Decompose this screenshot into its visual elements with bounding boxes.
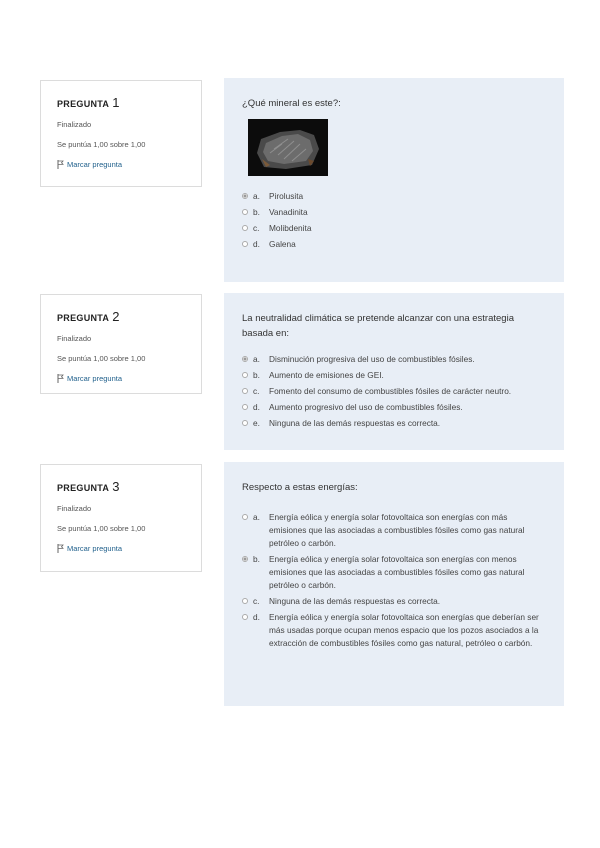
radio-icon[interactable] xyxy=(242,372,248,378)
answer-letter: a. xyxy=(253,191,260,201)
answer-letter: b. xyxy=(253,207,260,217)
question-info-3 xyxy=(40,464,202,572)
answer-option[interactable] xyxy=(242,511,546,550)
radio-icon[interactable] xyxy=(242,241,248,247)
flag-icon xyxy=(57,544,64,553)
question-title: PREGUNTA 3 xyxy=(57,479,120,494)
answer-option[interactable] xyxy=(242,417,546,430)
answer-option[interactable] xyxy=(242,222,546,235)
question-title: PREGUNTA 2 xyxy=(57,309,120,324)
answer-text: Ninguna de las demás respuestas es correcta. xyxy=(269,418,441,428)
radio-icon[interactable] xyxy=(242,225,248,231)
question-grade: Se puntúa 1,00 sobre 1,00 xyxy=(57,524,146,533)
answer-text: Vanadinita xyxy=(269,207,308,217)
radio-icon[interactable] xyxy=(242,404,248,410)
answer-text: Molibdenita xyxy=(269,223,312,233)
answer-text: Ninguna de las demás respuestas es correcta. xyxy=(269,596,441,606)
question-title: PREGUNTA 1 xyxy=(57,95,120,110)
answer-option[interactable] xyxy=(242,190,546,203)
flag-icon xyxy=(57,374,64,383)
answer-option[interactable] xyxy=(242,611,546,650)
flag-question-label: Marcar pregunta xyxy=(67,374,123,383)
answer-text: Aumento progresivo del uso de combustibles fósiles. xyxy=(269,402,463,412)
flag-question-link[interactable] xyxy=(57,374,187,383)
answer-list xyxy=(242,190,546,251)
answer-letter: c. xyxy=(253,596,260,606)
answer-letter: c. xyxy=(253,386,260,396)
question-content-1 xyxy=(224,78,564,282)
answer-letter: e. xyxy=(253,418,260,428)
answer-option[interactable] xyxy=(242,206,546,219)
question-content-2 xyxy=(224,293,564,450)
question-info-2 xyxy=(40,294,202,394)
answer-text: Fomento del consumo de combustibles fósiles de carácter neutro. xyxy=(269,386,512,396)
answer-text: Aumento de emisiones de GEI. xyxy=(269,370,384,380)
answer-list xyxy=(242,511,546,650)
answer-letter: a. xyxy=(253,512,260,522)
question-content-3 xyxy=(224,462,564,706)
answer-option[interactable] xyxy=(242,553,546,592)
radio-icon[interactable] xyxy=(242,598,248,604)
radio-icon[interactable] xyxy=(242,356,248,362)
answer-letter: a. xyxy=(253,354,260,364)
question-number: 1 xyxy=(112,95,120,110)
radio-icon[interactable] xyxy=(242,614,248,620)
answer-option[interactable] xyxy=(242,238,546,251)
question-grade: Se puntúa 1,00 sobre 1,00 xyxy=(57,140,146,149)
answer-letter: b. xyxy=(253,370,260,380)
radio-icon[interactable] xyxy=(242,420,248,426)
answer-letter: d. xyxy=(253,612,260,622)
flag-question-link[interactable] xyxy=(57,544,187,553)
answer-text: Galena xyxy=(269,239,296,249)
radio-icon[interactable] xyxy=(242,388,248,394)
question-number: 3 xyxy=(112,479,120,494)
answer-letter: d. xyxy=(253,239,260,249)
flag-question-label: Marcar pregunta xyxy=(67,160,123,169)
mineral-image xyxy=(248,119,328,176)
radio-icon[interactable] xyxy=(242,193,248,199)
answer-option[interactable] xyxy=(242,385,546,398)
question-state: Finalizado xyxy=(57,334,92,343)
question-state: Finalizado xyxy=(57,504,92,513)
question-prompt: La neutralidad climática se pretende alcanzar con una estrategia basada en: xyxy=(242,313,514,339)
flag-icon xyxy=(57,160,64,169)
answer-letter: c. xyxy=(253,223,260,233)
answer-option[interactable] xyxy=(242,369,546,382)
answer-option[interactable] xyxy=(242,595,546,608)
flag-question-link[interactable] xyxy=(57,160,187,169)
answer-option[interactable] xyxy=(242,401,546,414)
question-prompt: ¿Qué mineral es este?: xyxy=(242,98,341,109)
answer-text: Energía eólica y energía solar fotovoltaica son energías con menos emisiones que las asociadas a combustibles fósiles como gas natural petróleo o carbón. xyxy=(269,554,525,590)
question-number: 2 xyxy=(112,309,120,324)
answer-text: Energía eólica y energía solar fotovoltaica son energías que deberían ser más usadas porque ocupan menos espacio que los pozos asociados a la extracción de combustibles fósiles como gas natural, petróleo o carbón. xyxy=(269,612,539,648)
answer-option[interactable] xyxy=(242,353,546,366)
question-prompt: Respecto a estas energías: xyxy=(242,482,358,493)
radio-icon[interactable] xyxy=(242,556,248,562)
answer-letter: b. xyxy=(253,554,260,564)
answer-list xyxy=(242,353,546,430)
radio-icon[interactable] xyxy=(242,514,248,520)
radio-icon[interactable] xyxy=(242,209,248,215)
answer-letter: d. xyxy=(253,402,260,412)
answer-text: Disminución progresiva del uso de combustibles fósiles. xyxy=(269,354,475,364)
answer-text: Pirolusita xyxy=(269,191,304,201)
flag-question-label: Marcar pregunta xyxy=(67,544,123,553)
answer-text: Energía eólica y energía solar fotovoltaica son energías con más emisiones que las asociadas a combustibles fósiles como gas natural petróleo o carbón. xyxy=(269,512,525,548)
question-info-1 xyxy=(40,80,202,187)
question-grade: Se puntúa 1,00 sobre 1,00 xyxy=(57,354,146,363)
question-state: Finalizado xyxy=(57,120,92,129)
